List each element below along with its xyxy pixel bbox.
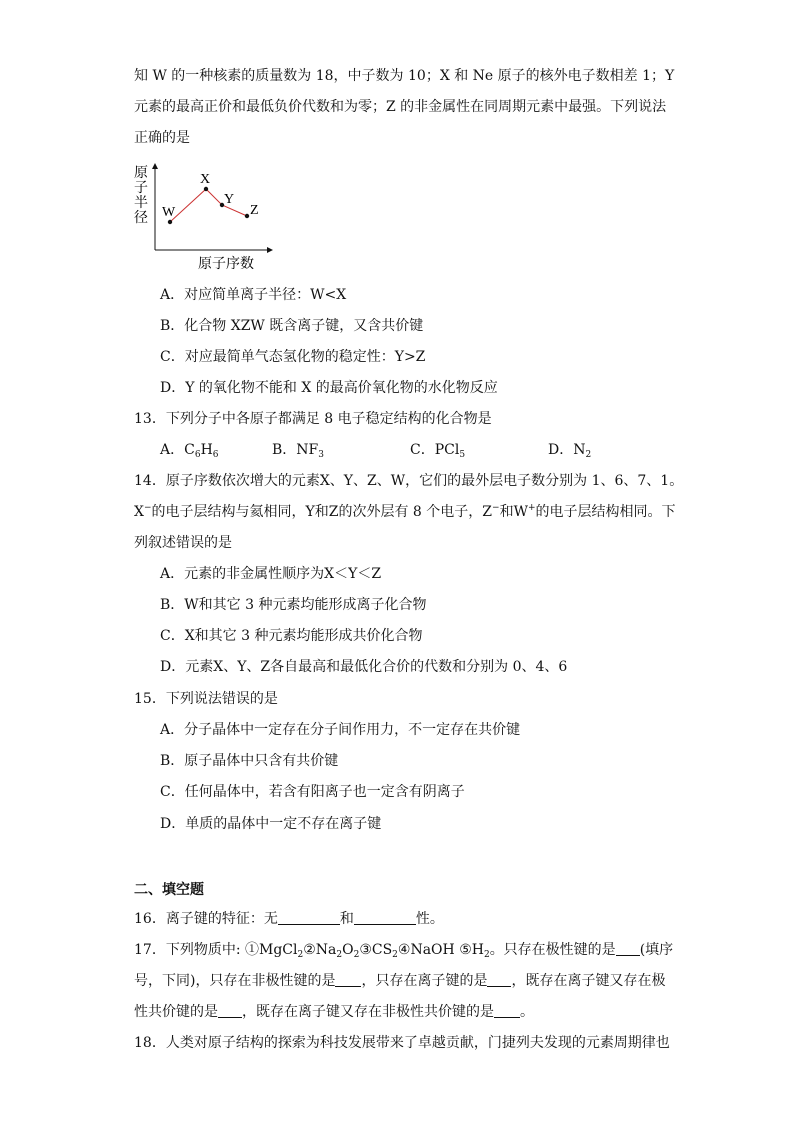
intro-line-3: 正确的是 <box>134 130 190 146</box>
q14-line-1: 14．原子序数依次增大的元素X、Y、Z、W，它们的最外层电子数分别为 1、6、7、1。 <box>134 473 684 489</box>
q17-blank-2[interactable] <box>335 972 361 987</box>
q12-option-a: A．对应简单离子半径：W<X <box>160 287 347 303</box>
q15-option-d: D．单质的晶体中一定不存在离子键 <box>160 816 382 832</box>
radius-trend-line <box>170 189 247 222</box>
section-heading: 二、填空题 <box>134 882 204 898</box>
q17-blank-1[interactable] <box>616 941 640 956</box>
intro-line-2: 元素的最高正价和最低负价代数和为零；Z 的非金属性在同周期元素中最强。下列说法 <box>134 99 667 115</box>
ylabel-char-3: 半 <box>134 195 148 211</box>
q13-option-d: D．$N_2$ <box>548 442 592 460</box>
q14-option-d: D．元素X、Y、Z各自最高和最低化合价的代数和分别为 0、4、6 <box>160 659 568 675</box>
q17-line-3: 性共价键的是 ，既存在离子键又存在非极性共价键的是 。 <box>134 1004 534 1020</box>
intro-line-1: 知 W 的一种核素的质量数为 18，中子数为 10；X 和 Ne 原子的核外电子数相差 1；Y <box>134 68 675 84</box>
q17-blank-5[interactable] <box>494 1003 520 1018</box>
q14-option-c: C．X和其它 3 种元素均能形成共价化合物 <box>160 628 423 644</box>
q15-stem: 15．下列说法错误的是 <box>134 691 278 707</box>
q16-line: 16．离子键的特征：无 和 性。 <box>134 911 444 927</box>
q13-option-a: A．$C_6H_6$ <box>160 442 219 460</box>
atomic-radius-plot <box>128 158 278 274</box>
q18-line-1: 18．人类对原子结构的探索为科技发展带来了卓越贡献，门捷列夫发现的元素周期律也 <box>134 1035 670 1051</box>
q14-option-a: A．元素的非金属性顺序为X＜Y＜Z <box>160 566 382 582</box>
ylabel-char-1: 原 <box>134 165 148 181</box>
point-z <box>245 214 249 218</box>
q14-line-3: 列叙述错误的是 <box>134 535 232 551</box>
q17-blank-3[interactable] <box>487 972 511 987</box>
point-w <box>168 220 172 224</box>
ylabel-char-2: 子 <box>134 180 148 196</box>
q14-line-2: X−的电子层结构与氦相同，Y和Z的次外层有 8 个电子，Z−和W+的电子层结构相同。下 <box>134 503 676 520</box>
q15-option-c: C．任何晶体中，若含有阳离子也一定含有阴离子 <box>160 784 465 800</box>
label-z: Z <box>250 203 259 218</box>
q16-blank-2[interactable] <box>354 910 416 925</box>
q15-option-b: B．原子晶体中只含有共价键 <box>160 753 339 769</box>
label-x: X <box>200 172 211 187</box>
q12-option-c: C．对应最简单气态氢化物的稳定性：Y>Z <box>160 349 426 365</box>
label-y: Y <box>224 192 235 207</box>
ylabel-char-4: 径 <box>134 210 148 226</box>
q13-option-b: B．$NF_3$ <box>272 442 324 460</box>
q17-line-2: 号，下同)，只存在非极性键的是 ，只存在离子键的是 ，既存在离子键又存在极 <box>134 973 666 989</box>
q17-line-1: 17．下列物质中: $①MgCl_2②Na_2O_2③CS_2④NaOH$ $⑤H_2$。只存在极性键的是 (填序 <box>134 942 674 960</box>
q16-blank-1[interactable] <box>278 910 340 925</box>
xlabel: 原子序数 <box>198 256 254 272</box>
q17-blank-4[interactable] <box>218 1003 242 1018</box>
q12-option-b: B．化合物 XZW 既含离子键，又含共价键 <box>160 318 424 334</box>
q14-option-b: B．W和其它 3 种元素均能形成离子化合物 <box>160 597 427 613</box>
atomic-radius-figure <box>128 158 278 274</box>
label-w: W <box>162 205 176 220</box>
point-x <box>204 187 208 191</box>
q15-option-a: A．分子晶体中一定存在分子间作用力，不一定存在共价键 <box>160 722 521 738</box>
q12-option-d: D．Y 的氧化物不能和 X 的最高价氧化物的水化物反应 <box>160 380 498 396</box>
q13-stem: 13．下列分子中各原子都满足 8 电子稳定结构的化合物是 <box>134 411 492 427</box>
q13-option-c: C．PCl$_5$ <box>410 442 466 460</box>
